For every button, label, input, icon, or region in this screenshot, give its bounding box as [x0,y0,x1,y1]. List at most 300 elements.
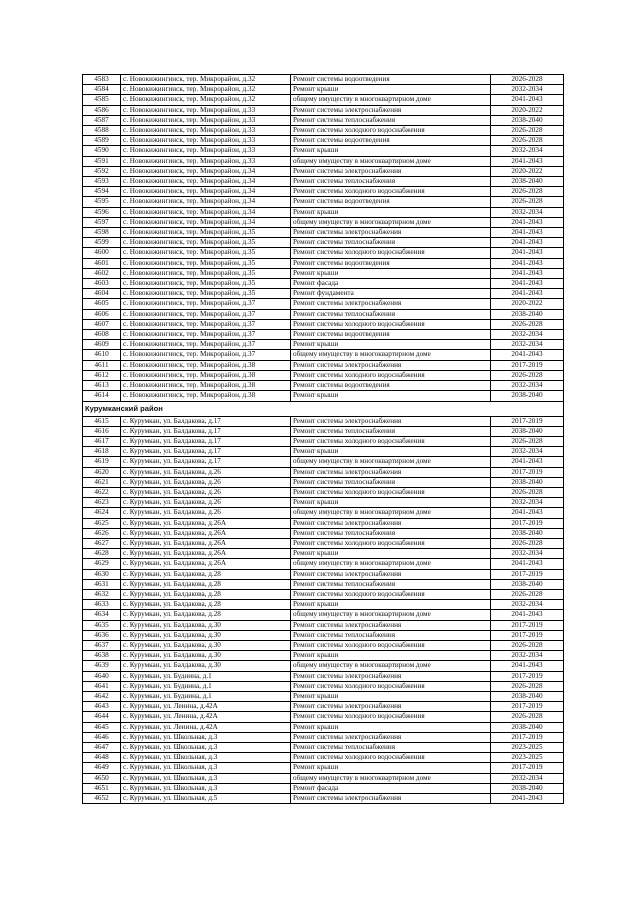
table-row [83,126,564,136]
table-row [83,477,564,487]
work-type-cell: Ремонт системы электроснабжения [291,794,491,804]
row-number: 4625 [83,518,121,528]
address-cell: с. Новокижингинск, тер. Микрорайон, д.35 [121,279,291,289]
row-number: 4637 [83,640,121,650]
period-cell: 2032-2034 [491,330,564,340]
table-body [83,75,564,804]
row-number: 4629 [83,559,121,569]
row-number: 4588 [83,126,121,136]
row-number: 4617 [83,436,121,446]
section-header-row [83,401,564,416]
work-type-cell: Ремонт системы холодного водоснабжения [291,248,491,258]
address-cell: с. Новокижингинск, тер. Микрорайон, д.38 [121,381,291,391]
row-number: 4590 [83,146,121,156]
work-type-cell: Ремонт системы электроснабжения [291,166,491,176]
work-type-cell: Ремонт крыши [291,600,491,610]
period-cell: 2038-2040 [491,426,564,436]
table-row [83,549,564,559]
table-row [83,248,564,258]
work-type-cell: Ремонт системы холодного водоснабжения [291,487,491,497]
table-row [83,630,564,640]
work-type-cell: Ремонт системы теплоснабжения [291,743,491,753]
table-row [83,370,564,380]
work-type-cell: общему имуществу в многоквартирном доме [291,610,491,620]
repair-schedule-table [82,74,564,804]
row-number: 4645 [83,722,121,732]
row-number: 4646 [83,732,121,742]
work-type-cell: Ремонт крыши [291,447,491,457]
address-cell: с. Курумкан, ул. Балдакова, д.17 [121,426,291,436]
work-type-cell: Ремонт системы электроснабжения [291,702,491,712]
address-cell: с. Курумкан, ул. Балдакова, д.30 [121,620,291,630]
period-cell: 2038-2040 [491,309,564,319]
period-cell: 2017-2019 [491,518,564,528]
work-type-cell: Ремонт крыши [291,722,491,732]
row-number: 4647 [83,743,121,753]
table-row [83,75,564,85]
table-row [83,319,564,329]
address-cell: с. Курумкан, ул. Балдакова, д.26 [121,508,291,518]
work-type-cell: Ремонт крыши [291,207,491,217]
address-cell: с. Курумкан, ул. Балдакова, д.28 [121,579,291,589]
row-number: 4614 [83,391,121,401]
table-row [83,640,564,650]
period-cell: 2041-2043 [491,559,564,569]
period-cell: 2038-2040 [491,722,564,732]
row-number: 4607 [83,319,121,329]
work-type-cell: Ремонт системы водоотведения [291,75,491,85]
period-cell: 2032-2034 [491,773,564,783]
work-type-cell: Ремонт фасада [291,783,491,793]
work-type-cell: Ремонт системы холодного водоснабжения [291,589,491,599]
work-type-cell: Ремонт системы холодного водоснабжения [291,538,491,548]
work-type-cell: Ремонт системы водоотведения [291,136,491,146]
work-type-cell: общему имуществу в многоквартирном доме [291,661,491,671]
address-cell: с. Курумкан, ул. Школьная, д.3 [121,743,291,753]
row-number: 4609 [83,340,121,350]
table-row [83,753,564,763]
table-row [83,763,564,773]
period-cell: 2032-2034 [491,600,564,610]
address-cell: с. Новокижингинск, тер. Микрорайон, д.34 [121,166,291,176]
row-number: 4592 [83,166,121,176]
table-row [83,136,564,146]
period-cell: 2017-2019 [491,416,564,426]
address-cell: с. Курумкан, ул. Балдакова, д.26А [121,559,291,569]
row-number: 4633 [83,600,121,610]
work-type-cell: Ремонт системы электроснабжения [291,569,491,579]
row-number: 4597 [83,217,121,227]
work-type-cell: Ремонт крыши [291,549,491,559]
address-cell: с. Новокижингинск, тер. Микрорайон, д.37 [121,309,291,319]
address-cell: с. Новокижингинск, тер. Микрорайон, д.38 [121,360,291,370]
address-cell: с. Курумкан, ул. Балдакова, д.28 [121,610,291,620]
row-number: 4619 [83,457,121,467]
work-type-cell: Ремонт крыши [291,498,491,508]
row-number: 4635 [83,620,121,630]
work-type-cell: Ремонт системы водоотведения [291,258,491,268]
address-cell: с. Новокижингинск, тер. Микрорайон, д.35 [121,238,291,248]
address-cell: с. Курумкан, ул. Буднина, д.1 [121,681,291,691]
period-cell: 2026-2028 [491,487,564,497]
row-number: 4611 [83,360,121,370]
table-row [83,360,564,370]
row-number: 4649 [83,763,121,773]
row-number: 4604 [83,289,121,299]
work-type-cell: Ремонт системы водоотведения [291,381,491,391]
period-cell: 2026-2028 [491,370,564,380]
address-cell: с. Новокижингинск, тер. Микрорайон, д.32 [121,95,291,105]
work-type-cell: Ремонт системы теплоснабжения [291,238,491,248]
period-cell: 2038-2040 [491,391,564,401]
address-cell: с. Курумкан, ул. Школьная, д.3 [121,732,291,742]
row-number: 4593 [83,177,121,187]
period-cell: 2017-2019 [491,732,564,742]
period-cell: 2032-2034 [491,340,564,350]
address-cell: с. Курумкан, ул. Балдакова, д.17 [121,416,291,426]
table-row [83,589,564,599]
period-cell: 2032-2034 [491,85,564,95]
address-cell: с. Курумкан, ул. Балдакова, д.26А [121,538,291,548]
period-cell: 2041-2043 [491,268,564,278]
address-cell: с. Курумкан, ул. Школьная, д.3 [121,773,291,783]
address-cell: с. Новокижингинск, тер. Микрорайон, д.35 [121,289,291,299]
period-cell: 2041-2043 [491,350,564,360]
address-cell: с. Новокижингинск, тер. Микрорайон, д.35 [121,248,291,258]
table-row [83,166,564,176]
row-number: 4652 [83,794,121,804]
period-cell: 2023-2025 [491,743,564,753]
period-cell: 2020-2022 [491,105,564,115]
address-cell: с. Курумкан, ул. Балдакова, д.28 [121,589,291,599]
work-type-cell: Ремонт системы холодного водоснабжения [291,436,491,446]
work-type-cell: общему имуществу в многоквартирном доме [291,156,491,166]
row-number: 4600 [83,248,121,258]
table-row [83,559,564,569]
table-row [83,340,564,350]
work-type-cell: Ремонт системы холодного водоснабжения [291,712,491,722]
period-cell: 2026-2028 [491,681,564,691]
table-row [83,85,564,95]
work-type-cell: Ремонт крыши [291,268,491,278]
table-row [83,330,564,340]
work-type-cell: Ремонт системы электроснабжения [291,416,491,426]
address-cell: с. Курумкан, ул. Буднина, д.1 [121,671,291,681]
address-cell: с. Новокижингинск, тер. Микрорайон, д.35 [121,258,291,268]
row-number: 4613 [83,381,121,391]
table-row [83,416,564,426]
work-type-cell: Ремонт фасада [291,279,491,289]
row-number: 4640 [83,671,121,681]
row-number: 4627 [83,538,121,548]
address-cell: с. Курумкан, ул. Балдакова, д.28 [121,569,291,579]
period-cell: 2041-2043 [491,217,564,227]
address-cell: с. Новокижингинск, тер. Микрорайон, д.37 [121,319,291,329]
row-number: 4638 [83,651,121,661]
period-cell: 2017-2019 [491,360,564,370]
table-row [83,289,564,299]
period-cell: 2041-2043 [491,457,564,467]
row-number: 4608 [83,330,121,340]
work-type-cell: Ремонт системы холодного водоснабжения [291,319,491,329]
row-number: 4632 [83,589,121,599]
work-type-cell: Ремонт крыши [291,146,491,156]
period-cell: 2026-2028 [491,589,564,599]
row-number: 4616 [83,426,121,436]
row-number: 4594 [83,187,121,197]
table-row [83,528,564,538]
period-cell: 2026-2028 [491,136,564,146]
period-cell: 2038-2040 [491,579,564,589]
work-type-cell: Ремонт системы теплоснабжения [291,477,491,487]
document-page [82,74,563,804]
address-cell: с. Курумкан, ул. Балдакова, д.26 [121,477,291,487]
row-number: 4643 [83,702,121,712]
table-row [83,508,564,518]
table-row [83,258,564,268]
table-row [83,228,564,238]
period-cell: 2017-2019 [491,569,564,579]
table-row [83,381,564,391]
period-cell: 2041-2043 [491,95,564,105]
address-cell: с. Курумкан, ул. Ленина, д.42А [121,702,291,712]
table-row [83,207,564,217]
work-type-cell: Ремонт системы электроснабжения [291,620,491,630]
row-number: 4596 [83,207,121,217]
address-cell: с. Курумкан, ул. Балдакова, д.28 [121,600,291,610]
work-type-cell: общему имуществу в многоквартирном доме [291,350,491,360]
period-cell: 2017-2019 [491,702,564,712]
row-number: 4648 [83,753,121,763]
row-number: 4631 [83,579,121,589]
table-row [83,309,564,319]
period-cell: 2038-2040 [491,528,564,538]
address-cell: с. Новокижингинск, тер. Микрорайон, д.34 [121,207,291,217]
row-number: 4620 [83,467,121,477]
address-cell: с. Курумкан, ул. Балдакова, д.26 [121,487,291,497]
table-row [83,661,564,671]
period-cell: 2032-2034 [491,498,564,508]
address-cell: с. Новокижингинск, тер. Микрорайон, д.33 [121,146,291,156]
table-row [83,487,564,497]
work-type-cell: Ремонт крыши [291,763,491,773]
row-number: 4586 [83,105,121,115]
row-number: 4598 [83,228,121,238]
table-row [83,518,564,528]
work-type-cell: общему имуществу в многоквартирном доме [291,217,491,227]
work-type-cell: Ремонт системы электроснабжения [291,299,491,309]
work-type-cell: Ремонт системы электроснабжения [291,228,491,238]
period-cell: 2038-2040 [491,691,564,701]
table-row [83,671,564,681]
row-number: 4650 [83,773,121,783]
address-cell: с. Новокижингинск, тер. Микрорайон, д.34 [121,177,291,187]
row-number: 4595 [83,197,121,207]
work-type-cell: Ремонт системы теплоснабжения [291,426,491,436]
table-row [83,115,564,125]
row-number: 4606 [83,309,121,319]
work-type-cell: общему имуществу в многоквартирном доме [291,773,491,783]
row-number: 4641 [83,681,121,691]
address-cell: с. Новокижингинск, тер. Микрорайон, д.33 [121,115,291,125]
work-type-cell: Ремонт системы холодного водоснабжения [291,640,491,650]
table-row [83,238,564,248]
work-type-cell: общему имуществу в многоквартирном доме [291,559,491,569]
work-type-cell: Ремонт системы электроснабжения [291,671,491,681]
work-type-cell: Ремонт системы холодного водоснабжения [291,370,491,380]
period-cell: 2020-2022 [491,166,564,176]
work-type-cell: общему имуществу в многоквартирном доме [291,95,491,105]
table-row [83,426,564,436]
row-number: 4636 [83,630,121,640]
address-cell: с. Курумкан, ул. Школьная, д.3 [121,763,291,773]
period-cell: 2041-2043 [491,258,564,268]
period-cell: 2026-2028 [491,538,564,548]
row-number: 4589 [83,136,121,146]
address-cell: с. Курумкан, ул. Школьная, д.5 [121,794,291,804]
row-number: 4644 [83,712,121,722]
table-row [83,268,564,278]
work-type-cell: Ремонт системы теплоснабжения [291,309,491,319]
work-type-cell: общему имуществу в многоквартирном доме [291,457,491,467]
period-cell: 2041-2043 [491,508,564,518]
table-row [83,743,564,753]
address-cell: с. Курумкан, ул. Школьная, д.3 [121,753,291,763]
period-cell: 2041-2043 [491,610,564,620]
period-cell: 2038-2040 [491,177,564,187]
period-cell: 2032-2034 [491,549,564,559]
address-cell: с. Курумкан, ул. Балдакова, д.30 [121,661,291,671]
table-row [83,279,564,289]
period-cell: 2026-2028 [491,187,564,197]
work-type-cell: Ремонт системы теплоснабжения [291,579,491,589]
table-row [83,732,564,742]
period-cell: 2038-2040 [491,115,564,125]
address-cell: с. Новокижингинск, тер. Микрорайон, д.38 [121,370,291,380]
row-number: 4626 [83,528,121,538]
period-cell: 2026-2028 [491,640,564,650]
table-row [83,691,564,701]
row-number: 4615 [83,416,121,426]
period-cell: 2041-2043 [491,228,564,238]
section-title: Курумканский район [83,401,564,416]
table-row [83,538,564,548]
period-cell: 2038-2040 [491,783,564,793]
row-number: 4602 [83,268,121,278]
period-cell: 2026-2028 [491,436,564,446]
period-cell: 2041-2043 [491,156,564,166]
table-row [83,773,564,783]
work-type-cell: Ремонт фундамента [291,289,491,299]
address-cell: с. Новокижингинск, тер. Микрорайон, д.37 [121,350,291,360]
period-cell: 2017-2019 [491,763,564,773]
address-cell: с. Курумкан, ул. Ленина, д.42А [121,712,291,722]
address-cell: с. Новокижингинск, тер. Микрорайон, д.33 [121,136,291,146]
row-number: 4623 [83,498,121,508]
work-type-cell: Ремонт системы теплоснабжения [291,528,491,538]
table-row [83,436,564,446]
work-type-cell: Ремонт системы теплоснабжения [291,630,491,640]
address-cell: с. Курумкан, ул. Балдакова, д.30 [121,630,291,640]
table-row [83,681,564,691]
period-cell: 2032-2034 [491,447,564,457]
row-number: 4630 [83,569,121,579]
address-cell: с. Новокижингинск, тер. Микрорайон, д.37 [121,299,291,309]
period-cell: 2041-2043 [491,279,564,289]
period-cell: 2041-2043 [491,289,564,299]
table-row [83,783,564,793]
address-cell: с. Новокижингинск, тер. Микрорайон, д.32 [121,75,291,85]
period-cell: 2041-2043 [491,794,564,804]
row-number: 4618 [83,447,121,457]
address-cell: с. Новокижингинск, тер. Микрорайон, д.34 [121,217,291,227]
address-cell: с. Курумкан, ул. Ленина, д.42А [121,722,291,732]
table-row [83,620,564,630]
period-cell: 2041-2043 [491,661,564,671]
address-cell: с. Новокижингинск, тер. Микрорайон, д.37 [121,330,291,340]
period-cell: 2032-2034 [491,207,564,217]
address-cell: с. Курумкан, ул. Балдакова, д.26А [121,549,291,559]
work-type-cell: Ремонт системы водоотведения [291,197,491,207]
work-type-cell: Ремонт системы холодного водоснабжения [291,187,491,197]
address-cell: с. Новокижингинск, тер. Микрорайон, д.37 [121,340,291,350]
table-row [83,299,564,309]
work-type-cell: Ремонт крыши [291,691,491,701]
row-number: 4612 [83,370,121,380]
row-number: 4583 [83,75,121,85]
table-row [83,579,564,589]
work-type-cell: Ремонт крыши [291,85,491,95]
work-type-cell: Ремонт системы электроснабжения [291,467,491,477]
work-type-cell: Ремонт системы электроснабжения [291,360,491,370]
address-cell: с. Новокижингинск, тер. Микрорайон, д.33 [121,156,291,166]
table-row [83,722,564,732]
address-cell: с. Курумкан, ул. Балдакова, д.17 [121,436,291,446]
table-row [83,794,564,804]
table-row [83,467,564,477]
table-row [83,447,564,457]
address-cell: с. Курумкан, ул. Балдакова, д.30 [121,640,291,650]
work-type-cell: Ремонт системы холодного водоснабжения [291,681,491,691]
table-row [83,177,564,187]
table-row [83,702,564,712]
table-row [83,105,564,115]
row-number: 4585 [83,95,121,105]
address-cell: с. Новокижингинск, тер. Микрорайон, д.38 [121,391,291,401]
period-cell: 2017-2019 [491,467,564,477]
row-number: 4591 [83,156,121,166]
address-cell: с. Курумкан, ул. Балдакова, д.17 [121,457,291,467]
address-cell: с. Курумкан, ул. Балдакова, д.17 [121,447,291,457]
row-number: 4628 [83,549,121,559]
work-type-cell: Ремонт системы электроснабжения [291,732,491,742]
row-number: 4624 [83,508,121,518]
period-cell: 2023-2025 [491,753,564,763]
period-cell: 2017-2019 [491,671,564,681]
table-row [83,569,564,579]
period-cell: 2026-2028 [491,197,564,207]
work-type-cell: Ремонт крыши [291,340,491,350]
table-row [83,498,564,508]
table-row [83,217,564,227]
address-cell: с. Курумкан, ул. Балдакова, д.30 [121,651,291,661]
address-cell: с. Курумкан, ул. Балдакова, д.26 [121,498,291,508]
period-cell: 2032-2034 [491,651,564,661]
period-cell: 2020-2022 [491,299,564,309]
row-number: 4622 [83,487,121,497]
period-cell: 2032-2034 [491,146,564,156]
table-row [83,156,564,166]
